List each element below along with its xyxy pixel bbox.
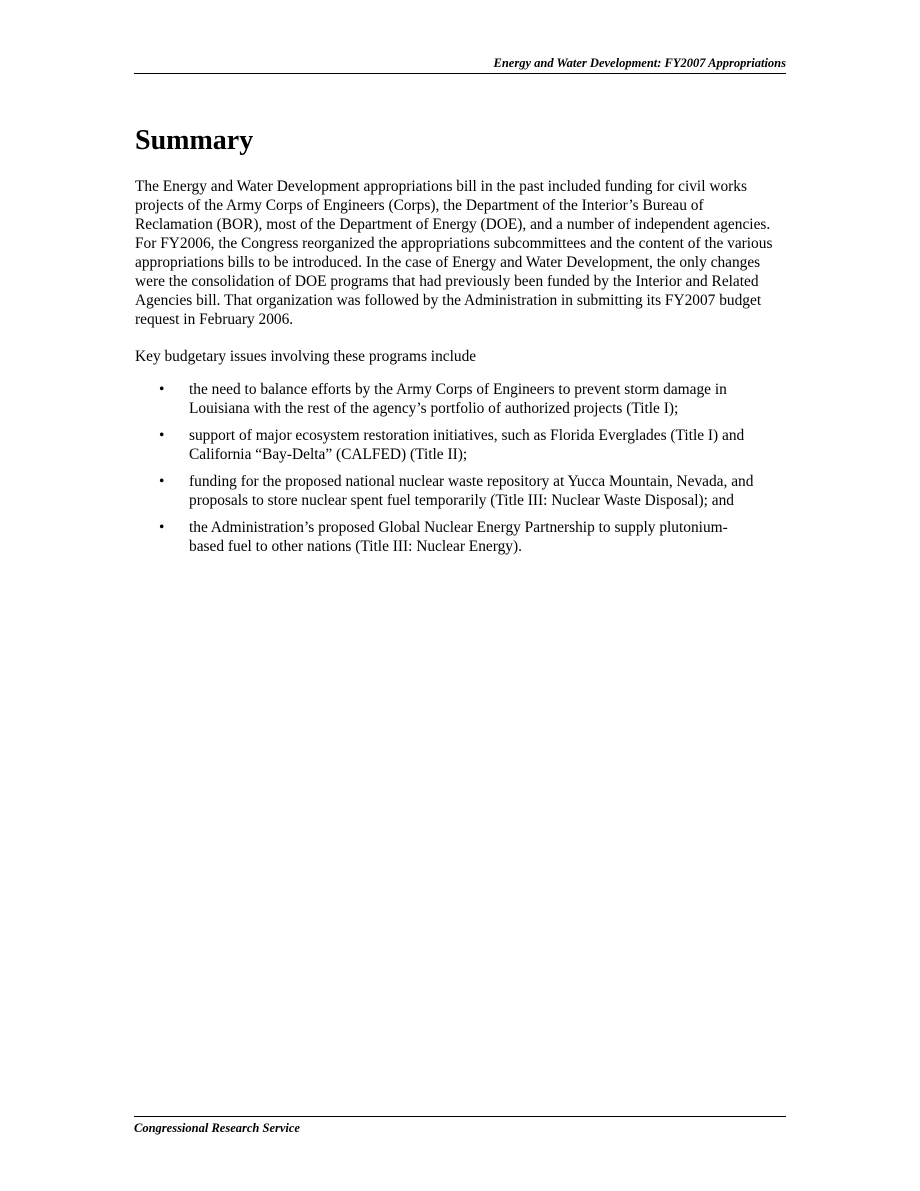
- list-item-text: the Administration’s proposed Global Nuclear Energy Partnership to supply plutonium-based fuel to other nations (Title III: Nuclear Energy).: [189, 519, 728, 555]
- list-item-text: the need to balance efforts by the Army Corps of Engineers to prevent storm damage in Louisiana with the rest of the agency’s portfolio of authorized projects (Title I);: [189, 381, 727, 417]
- budget-issues-list: [135, 380, 755, 564]
- running-header: [134, 56, 786, 74]
- list-item-text: support of major ecosystem restoration initiatives, such as Florida Everglades (Title I) and California “Bay-Delta” (CALFED) (Title II);: [189, 427, 745, 463]
- list-item-text: funding for the proposed national nuclear waste repository at Yucca Mountain, Nevada, and proposals to store nuclear spent fuel temporarily (Title III: Nuclear Waste Disposal); and: [189, 473, 754, 509]
- running-header-title: Energy and Water Development: FY2007 Appropriations: [493, 56, 786, 70]
- list-item: [135, 426, 755, 464]
- running-footer: [134, 1116, 786, 1136]
- page-title: Summary: [135, 125, 254, 156]
- footer-organization: Congressional Research Service: [134, 1121, 300, 1135]
- bullet-icon: •: [159, 473, 165, 490]
- issues-intro-paragraph: Key budgetary issues involving these programs include: [135, 348, 477, 365]
- bullet-icon: •: [159, 427, 165, 444]
- list-item: [135, 518, 755, 556]
- list-item: [135, 380, 755, 418]
- bullet-icon: •: [159, 381, 165, 398]
- list-item: [135, 472, 755, 510]
- summary-paragraph: The Energy and Water Development appropriations bill in the past included funding for civil works projects of the Army Corps of Engineers (Corps), the Department of the Interior’s Bureau of Reclamation (BOR), most of the Department of Energy (DOE), and a number of independent agencies. For FY2006, the Congress reorganized the appropriations subcommittees and the content of the various appropriations bills to be introduced. In the case of Energy and Water Development, the only changes were the consolidation of DOE programs that had previously been funded by the Interior and Related Agencies bill. That organization was followed by the Administration in submitting its FY2007 budget request in February 2006.: [135, 178, 773, 328]
- bullet-icon: •: [159, 519, 165, 536]
